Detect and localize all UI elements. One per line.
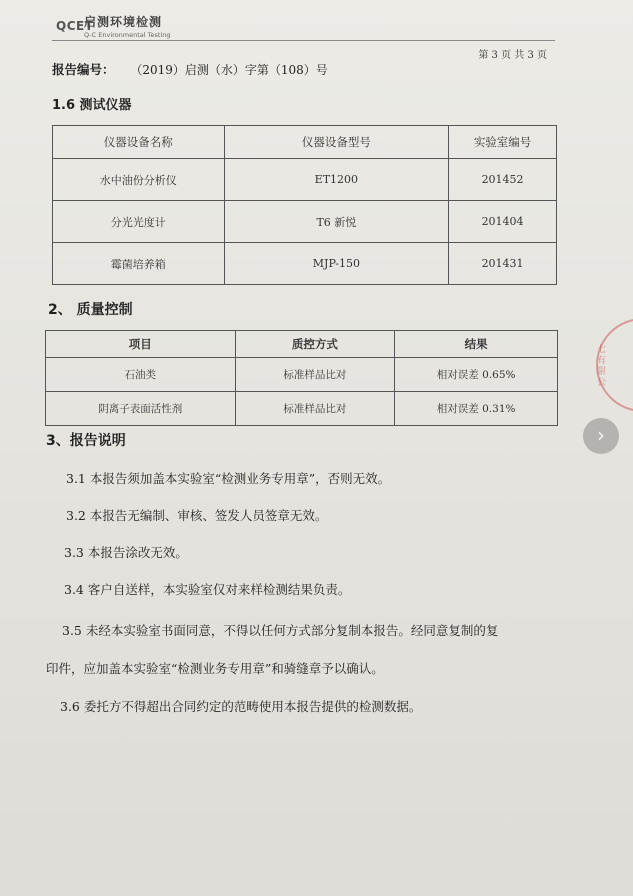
page-indicator: 第 3 页 共 3 页 (478, 50, 547, 61)
table-cell: 水中油份分析仪 (53, 159, 225, 201)
logo-mark: QCET (56, 18, 94, 33)
report-number-line (52, 60, 328, 78)
company-logo (56, 13, 170, 39)
note-item: 3.4 客户自送样，本实验室仅对来样检测结果负责。 (64, 582, 351, 597)
table-cell: T6 新悦 (224, 201, 449, 243)
table-cell: 石油类 (46, 358, 236, 392)
table-row (46, 392, 558, 426)
next-page-button[interactable] (583, 418, 619, 454)
table-header-cell: 结果 (395, 331, 558, 358)
table-header-row (46, 331, 558, 358)
qc-table (45, 330, 558, 426)
table-cell: 相对误差 0.65% (395, 358, 558, 392)
note-item: 3.1 本报告须加盖本实验室“检测业务专用章”，否则无效。 (66, 471, 391, 486)
table-header-cell: 仪器设备名称 (53, 126, 225, 159)
table-header-row (53, 126, 557, 159)
note-item-continuation: 印件，应加盖本实验室“检测业务专用章”和骑缝章予以确认。 (46, 661, 384, 676)
table-header-cell: 质控方式 (235, 331, 395, 358)
logo-name-en: Q-C Environmental Testing (84, 31, 171, 39)
note-item: 3.2 本报告无编制、审核、签发人员签章无效。 (66, 508, 328, 523)
table-row (53, 201, 557, 243)
table-cell: 分光光度计 (53, 201, 225, 243)
table-cell: 霉菌培养箱 (53, 243, 225, 285)
table-cell: 201452 (449, 159, 557, 201)
table-header-cell: 仪器设备型号 (224, 126, 449, 159)
table-cell: 201404 (449, 201, 557, 243)
table-header-cell: 项目 (46, 331, 236, 358)
table-row (53, 159, 557, 201)
note-item: 3.3 本报告涂改无效。 (64, 545, 188, 560)
chevron-right-icon: › (597, 423, 605, 447)
table-cell: 标准样品比对 (235, 358, 395, 392)
table-cell: 201431 (449, 243, 557, 285)
table-cell: 标准样品比对 (235, 392, 395, 426)
table-cell: ET1200 (224, 159, 449, 201)
logo-name-cn: 启测环境检测 (84, 15, 163, 29)
table-header-cell: 实验室编号 (449, 126, 557, 159)
section-title-notes: 3、报告说明 (46, 433, 126, 449)
table-row (53, 243, 557, 285)
instrument-table (52, 125, 557, 285)
note-item: 3.6 委托方不得超出合同约定的范畴使用本报告提供的检测数据。 (60, 699, 422, 714)
note-item: 3.5 未经本实验室书面同意，不得以任何方式部分复制本报告。经同意复制的复 (62, 623, 499, 638)
report-number-label: 报告编号： (52, 62, 115, 77)
table-row (46, 358, 558, 392)
table-cell: MJP-150 (224, 243, 449, 285)
report-number-value: （2019）启测（水）字第（108）号 (130, 63, 328, 77)
table-cell: 相对误差 0.31% (395, 392, 558, 426)
section-title-instruments: 1.6 测试仪器 (52, 98, 132, 113)
section-title-qc: 2、 质量控制 (48, 302, 133, 318)
table-cell: 阴离子表面活性剂 (46, 392, 236, 426)
header-divider (52, 40, 555, 41)
seal-stamp-text: 七有限公 (597, 345, 607, 388)
